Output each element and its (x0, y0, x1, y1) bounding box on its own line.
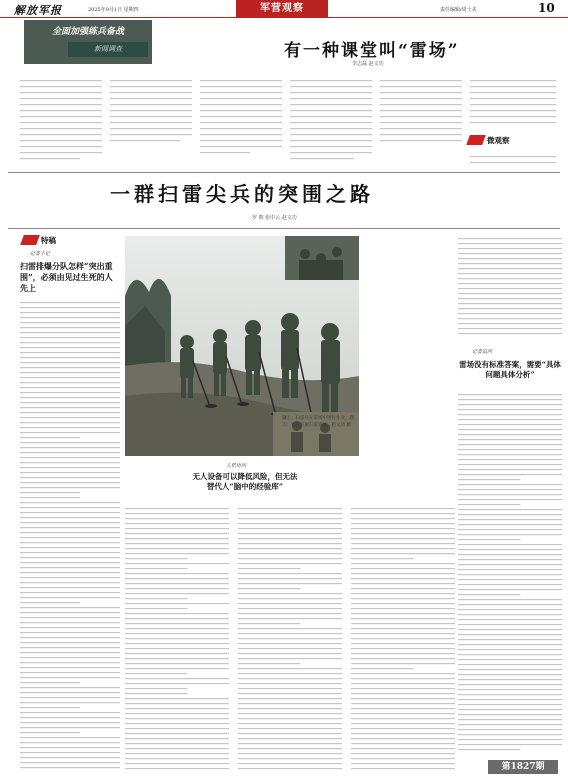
sub2-title: 雷场没有标准答案，需要“具体问题具体分析” (459, 360, 561, 379)
top-article-text-lines (20, 78, 560, 170)
series-kicker-main: 全面加强练兵备战 (51, 27, 124, 37)
feature-tag: 特稿 (22, 234, 56, 246)
left-column-body (20, 300, 120, 770)
tag-red-mark (466, 135, 486, 145)
editor-credit: 责任编辑/周士美 (440, 7, 477, 13)
section-title: 军营观察 (236, 0, 328, 18)
left-column-text-lines (20, 300, 120, 770)
right-column-lower-lines (458, 392, 562, 752)
series-kicker-sub: 新闻调查 (68, 42, 148, 57)
middle-columns-body (125, 506, 455, 771)
sub1-title: 无人设备可以降低风险，但无法替代人“脑中的经验库” (192, 472, 298, 491)
top-article-body (20, 78, 560, 170)
top-byline: 李志磊 赵文功 (352, 61, 384, 67)
right-column-upper-body (458, 236, 562, 336)
photo-caption: 题①：扫雷兵在雷场中进行作业。题②：官兵开展扫雷训练。赵文功 摄 (282, 416, 354, 428)
issue-number-badge: 第1827期 (488, 760, 558, 774)
top-headline: 有一种课堂叫“雷场” (284, 41, 460, 61)
headline-divider (8, 228, 560, 229)
right-column-lower-body (458, 392, 562, 752)
feature-headline: 一群扫雷尖兵的突围之路 (110, 182, 374, 206)
masthead (0, 0, 568, 18)
sub2-kicker: 记者追问 (472, 349, 493, 355)
right-column-upper-lines (458, 236, 562, 336)
sub1-kicker: 人机协同 (226, 463, 247, 469)
sidebar-title: 扫雷排爆分队怎样“突出重围”，必须由见过生死的人先上 (20, 261, 113, 293)
micro-observation-tag: 微观察 (468, 134, 510, 146)
sidebar-kicker: 记者手记 (30, 251, 51, 257)
issue-date: 2025年9月1日 星期四 (88, 7, 139, 13)
newspaper-logo: 解放军报 (14, 4, 62, 17)
section-divider (8, 172, 560, 173)
page-number: 10 (538, 1, 555, 15)
feature-byline: 罗 朝 张中云 赵文功 (252, 215, 297, 221)
series-kicker (24, 20, 152, 64)
tag-red-mark (20, 235, 40, 245)
middle-columns-text-lines (125, 506, 455, 771)
